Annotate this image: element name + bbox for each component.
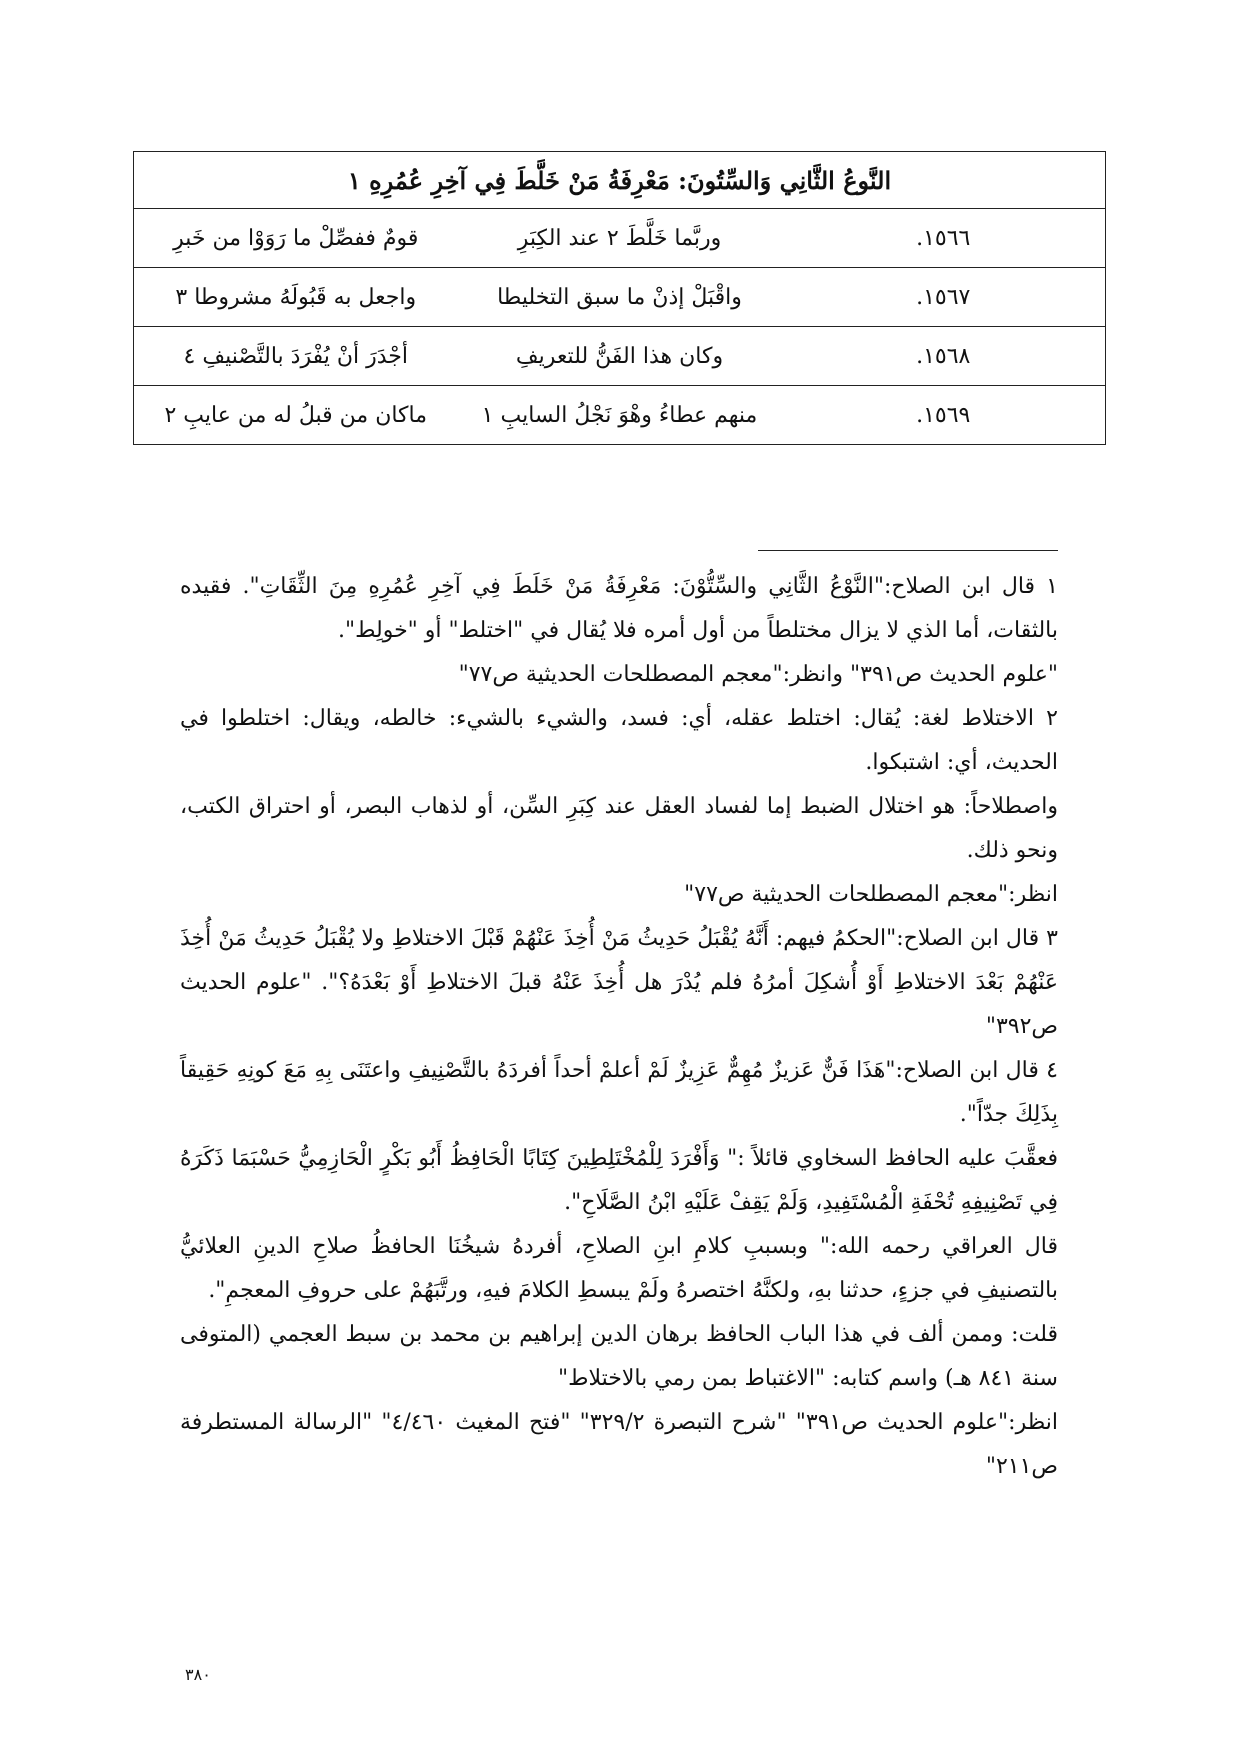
verse-first-hemistich: وربَّما خَلَّطَ ٢ عند الكِبَرِ (458, 209, 782, 268)
page-number: ٣٨٠ (185, 1665, 211, 1684)
footnote-paragraph: ٣ قال ابن الصلاح:"الحكمُ فيهم: أَنَّهُ يُقْبَلُ حَدِيثُ مَنْ أُخِذَ عَنْهُمْ قَبْلَ الاختلاطِ ولا يُقْبَلُ حَدِيثُ مَنْ أُخِذَ عَنْهُمْ بَعْدَ الاختلاطِ أَوْ أُشكِلَ أمرُهُ فلم يُدْرَ هل أُخِذَ عَنْهُ قبلَ الاختلاطِ أَوْ بَعْدَهُ؟". "علوم الحديث ص٣٩٢" (180, 926, 1058, 1039)
verse-second-hemistich: ماكان من قبلُ له من عايبِ ٢ (134, 386, 458, 445)
footnote-paragraph: قال العراقي رحمه الله:" وبسببِ كلامِ ابنِ الصلاحِ، أفردهُ شيخُنَا الحافظُ صلاحِ الدينِ العلائيُّ بالتصنيفِ في جزءٍ، حدثنا بهِ، ولكنَّهُ اختصرهُ ولَمْ يبسطِ الكلامَ فيهِ، ورتَّبَهُمْ على حروفِ المعجمِ". (180, 1234, 1058, 1303)
footnote-paragraph: ١ قال ابن الصلاح:"النَّوْعُ الثَّانِي والسِّتُّوْنَ: مَعْرِفَةُ مَنْ خَلَطَ فِي آخِرِ عُمُرِهِ مِنَ الثِّقَاتِ". فقيده بالثقات، أما الذي لا يزال مختلطاً من أول أمره فلا يُقال في "اختلط" أو "خولِط". (180, 574, 1058, 643)
footnote-paragraph: انظر:"علوم الحديث ص٣٩١" "شرح التبصرة ٣٢٩/٢" "فتح المغيث ٤/٤٦٠" "الرسالة المستطرفة ص٢١١" (180, 1410, 1058, 1479)
verse-number: ١٥٦٨. (782, 327, 1106, 386)
verse-row (134, 386, 1106, 445)
poem-table (133, 151, 1106, 445)
verse-second-hemistich: أجْدَرَ أنْ يُفْرَدَ بالتَّصْنيفِ ٤ (134, 327, 458, 386)
footnote-paragraph: انظر:"معجم المصطلحات الحديثية ص٧٧" (684, 882, 1058, 907)
verse-first-hemistich: منهم عطاءُ وهْوَ نَجْلُ السايبِ ١ (458, 386, 782, 445)
verse-number: ١٥٦٩. (782, 386, 1106, 445)
footnote-paragraph: فعقَّبَ عليه الحافظ السخاوي قائلاً :" وَأَفْرَدَ لِلْمُخْتَلِطِينَ كِتَابًا الْحَافِظُ أَبُو بَكْرٍ الْحَازِمِيُّ حَسْبَمَا ذَكَرَهُ فِي تَصْنِيفِهِ تُحْفَةِ الْمُسْتَفِيدِ، وَلَمْ يَقِفْ عَلَيْهِ ابْنُ الصَّلَاحِ". (180, 1146, 1058, 1215)
verse-number: ١٥٦٧. (782, 268, 1106, 327)
footnote-paragraph: واصطلاحاً: هو اختلال الضبط إما لفساد العقل عند كِبَرِ السِّن، أو لذهاب البصر، أو احتراق الكتب، ونحو ذلك. (180, 794, 1058, 863)
verse-first-hemistich: وكان هذا الفَنُّ للتعريفِ (458, 327, 782, 386)
verse-row (134, 209, 1106, 268)
footnote-separator (758, 550, 1058, 551)
footnote-paragraph: ٢ الاختلاط لغة: يُقال: اختلط عقله، أي: فسد، والشيء بالشيء: خالطه، ويقال: اختلطوا في الحديث، أي: اشتبكوا. (180, 706, 1058, 775)
verse-row (134, 327, 1106, 386)
footnote-paragraph: قلت: وممن ألف في هذا الباب الحافظ برهان الدين إبراهيم بن محمد بن سبط العجمي (المتوفى سنة ٨٤١ هـ) واسم كتابه: "الاغتباط بمن رمي بالاختلاط" (180, 1322, 1058, 1391)
footnotes (180, 565, 1058, 1489)
footnote-paragraph: "علوم الحديث ص٣٩١" وانظر:"معجم المصطلحات الحديثية ص٧٧" (458, 662, 1058, 687)
verse-second-hemistich: قومٌ ففصِّلْ ما رَوَوْا من خَبرِ (134, 209, 458, 268)
verse-row (134, 268, 1106, 327)
verse-first-hemistich: واقْبَلْ إذنْ ما سبق التخليطا (458, 268, 782, 327)
chapter-title: النَّوعُ الثَّانِي وَالسِّتُونَ: مَعْرِفَةُ مَنْ خَلَّطَ فِي آخِرِ عُمُرِهِ ١ (134, 152, 1106, 209)
verse-number: ١٥٦٦. (782, 209, 1106, 268)
footnote-paragraph: ٤ قال ابن الصلاح:"هَذَا فَنٌّ عَزيزٌ مُهِمٌّ عَزِيزٌ لَمْ أعلمْ أحداً أفردَهُ بالتَّصْنِيفِ واعتَنَى بِهِ مَعَ كونِهِ حَقِيقاً بِذَلِكَ جدّاً". (180, 1058, 1058, 1127)
verse-second-hemistich: واجعل به قَبُولَهُ مشروطا ٣ (134, 268, 458, 327)
